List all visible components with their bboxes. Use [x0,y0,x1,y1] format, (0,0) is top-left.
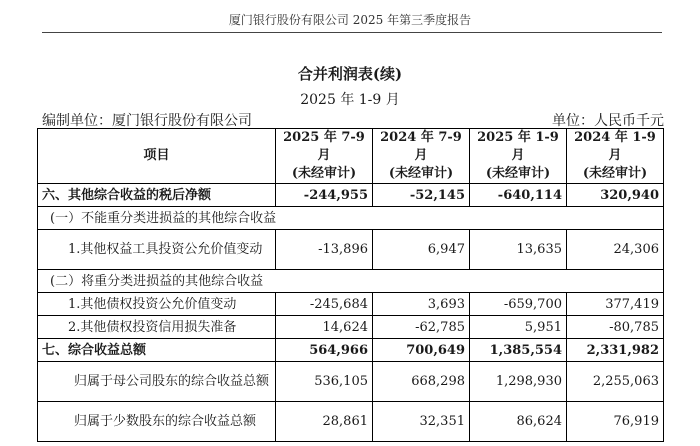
row-label: 归属于少数股东的综合收益总额 [38,402,276,442]
cell-value: 536,105 [276,362,373,402]
cell-value: 13,635 [470,230,567,270]
header-rule [42,32,662,33]
table-row [38,402,664,442]
statement-title: 合并利润表(续) [297,65,403,83]
cell-value: 86,624 [470,402,567,442]
column-header-item: 项目 [38,129,276,184]
column-header-line: 2024 年 7-9 月 [380,130,462,163]
cell-value: -245,684 [276,293,373,316]
income-statement-table [37,128,664,442]
table-row [38,316,664,339]
cell-value: -659,700 [470,293,567,316]
cell-value: 24,306 [567,230,664,270]
table-row [38,184,664,207]
table-row [38,270,664,293]
cell-value: 320,940 [567,184,664,207]
table-row [38,207,664,230]
column-header-note: (未经审计) [582,166,648,181]
table-row [38,293,664,316]
column-header-2024-q3 [373,129,470,184]
cell-value: 2,255,063 [567,362,664,402]
cell-value: 3,693 [373,293,470,316]
cell-value: 377,419 [567,293,664,316]
cell-value: -62,785 [373,316,470,339]
column-header-line: 2024 年 1-9 月 [574,130,656,163]
cell-value: -13,896 [276,230,373,270]
cell-value: -244,955 [276,184,373,207]
table-header-row [38,129,664,184]
compiler-label: 编制单位：厦门银行股份有限公司 [42,113,252,129]
cell-value: 1,385,554 [470,339,567,362]
statement-period: 2025 年 1-9 月 [300,92,400,108]
row-label: 归属于母公司股东的综合收益总额 [38,362,276,402]
unit-label: 单位：人民币千元 [552,113,664,129]
column-header-note: (未经审计) [485,166,551,181]
cell-value: 32,351 [373,402,470,442]
cell-value: 700,649 [373,339,470,362]
row-label: 七、综合收益总额 [38,339,276,362]
cell-value: 5,951 [470,316,567,339]
cell-value: 6,947 [373,230,470,270]
cell-value: 76,919 [567,402,664,442]
cell-value: -640,114 [470,184,567,207]
column-header-2025-q3 [276,129,373,184]
cell-value: 564,966 [276,339,373,362]
column-header-line: 2025 年 7-9 月 [283,130,365,163]
column-header-note: (未经审计) [291,166,357,181]
row-label: 六、其他综合收益的税后净额 [38,184,276,207]
cell-value: 1,298,930 [470,362,567,402]
cell-value: 28,861 [276,402,373,442]
cell-value: -80,785 [567,316,664,339]
row-label: 1.其他债权投资公允价值变动 [38,293,276,316]
cell-value: 14,624 [276,316,373,339]
table-row [38,362,664,402]
cell-value: -52,145 [373,184,470,207]
column-header-note: (未经审计) [388,166,454,181]
column-header-2025-ytd [470,129,567,184]
cell-value: 668,298 [373,362,470,402]
table-row [38,339,664,362]
table-row [38,230,664,270]
column-header-2024-ytd [567,129,664,184]
column-header-line: 2025 年 1-9 月 [477,130,559,163]
row-label: 2.其他债权投资信用损失准备 [38,316,276,339]
row-label: (一）不能重分类进损益的其他综合收益 [38,207,664,230]
cell-value: 2,331,982 [567,339,664,362]
row-label: (二）将重分类进损益的其他综合收益 [38,270,664,293]
row-label: 1.其他权益工具投资公允价值变动 [38,230,276,270]
page-header: 厦门银行股份有限公司 2025 年第三季度报告 [228,13,472,27]
